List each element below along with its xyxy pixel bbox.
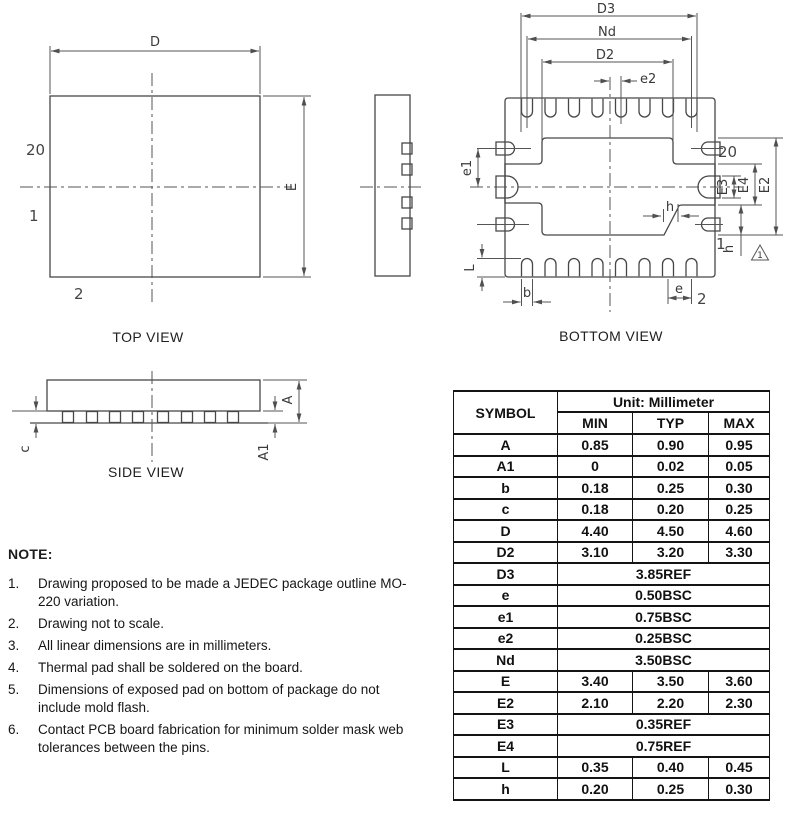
table-row xyxy=(454,757,770,779)
top-view-pin20-label: 20 xyxy=(26,141,46,159)
cell-symbol: L xyxy=(454,757,558,779)
bottom-view-top-pin-slots xyxy=(522,99,698,117)
side-view xyxy=(12,371,307,480)
table-row xyxy=(454,585,770,607)
cell-min: 3.10 xyxy=(558,542,633,564)
note-text: Dimensions of exposed pad on bottom of package do not include mold flash. xyxy=(38,682,380,715)
table-header-min: MIN xyxy=(558,412,633,434)
cell-typ: 4.50 xyxy=(633,520,709,542)
table-row xyxy=(454,714,770,736)
side-view-body-outline xyxy=(47,380,260,411)
cell-min: 0.35 xyxy=(558,757,633,779)
cell-min: 3.40 xyxy=(558,671,633,693)
top-view-title: TOP VIEW xyxy=(112,329,184,345)
bottom-view-bottom-pin-slots xyxy=(522,259,698,277)
dim-label-L: L xyxy=(463,264,478,272)
top-view-dim-D xyxy=(50,35,260,94)
cell-symbol: c xyxy=(454,499,558,521)
cell-span-value: 0.50BSC xyxy=(558,585,770,607)
table-row xyxy=(454,434,770,456)
note-number: 4. xyxy=(8,660,20,675)
table-row xyxy=(454,671,770,693)
table-row xyxy=(454,606,770,628)
cell-symbol: e1 xyxy=(454,606,558,628)
table-row xyxy=(454,477,770,499)
cell-typ: 0.25 xyxy=(633,778,709,800)
cell-symbol: Nd xyxy=(454,649,558,671)
table-row xyxy=(454,692,770,714)
cell-symbol: E4 xyxy=(454,735,558,757)
note-flag-number: 1 xyxy=(757,251,763,261)
notes-section xyxy=(8,546,408,761)
cell-span-value: 0.25BSC xyxy=(558,628,770,650)
cell-max: 0.30 xyxy=(709,477,770,499)
dim-label-h-chamfer: h xyxy=(665,200,675,215)
cell-min: 4.40 xyxy=(558,520,633,542)
bottom-view-dim-D2 xyxy=(542,48,673,140)
note-item xyxy=(8,659,408,677)
top-view-centerlines xyxy=(20,73,292,303)
cell-max: 0.05 xyxy=(709,456,770,478)
cell-min: 0 xyxy=(558,456,633,478)
note-number: 3. xyxy=(8,638,20,653)
cell-max: 0.95 xyxy=(709,434,770,456)
cell-max: 0.45 xyxy=(709,757,770,779)
dim-label-D2: D2 xyxy=(595,48,615,63)
cell-typ: 0.40 xyxy=(633,757,709,779)
bottom-view-dim-L xyxy=(463,244,521,291)
cell-symbol: b xyxy=(454,477,558,499)
side-profile-body-outline xyxy=(375,95,410,276)
top-view-pin2-label: 2 xyxy=(74,285,84,303)
cell-typ: 0.02 xyxy=(633,456,709,478)
dim-label-e2: e2 xyxy=(640,72,657,87)
cell-max: 2.30 xyxy=(709,692,770,714)
table-header-max: MAX xyxy=(709,412,770,434)
cell-symbol: E2 xyxy=(454,692,558,714)
dim-label-c: c xyxy=(18,445,33,453)
dim-label-E4: E4 xyxy=(737,176,752,194)
cell-max: 3.60 xyxy=(709,671,770,693)
dim-label-D: D xyxy=(149,35,161,50)
cell-span-value: 0.75REF xyxy=(558,735,770,757)
dim-label-D3: D3 xyxy=(596,2,616,17)
bottom-view-pin20-label: 20 xyxy=(718,143,738,161)
notes-heading: NOTE: xyxy=(8,546,53,562)
note-text: Drawing not to scale. xyxy=(38,616,165,631)
bottom-view-dim-b xyxy=(503,279,551,306)
dim-label-h-vert: h xyxy=(722,244,737,254)
note-text: Thermal pad shall be soldered on the board. xyxy=(38,660,303,675)
cell-symbol: A xyxy=(454,434,558,456)
table-row xyxy=(454,735,770,757)
bottom-view-dim-e xyxy=(668,279,692,304)
cell-typ: 2.20 xyxy=(633,692,709,714)
side-view-dim-A1 xyxy=(257,396,283,461)
cell-symbol: A1 xyxy=(454,456,558,478)
cell-min: 0.85 xyxy=(558,434,633,456)
note-number: 1. xyxy=(8,576,20,591)
dim-label-E2: E2 xyxy=(758,176,773,194)
cell-typ: 0.20 xyxy=(633,499,709,521)
table-header-unit: Unit: Millimeter xyxy=(558,391,770,412)
side-view-dim-c xyxy=(18,396,36,453)
cell-span-value: 0.35REF xyxy=(558,714,770,736)
table-row xyxy=(454,456,770,478)
note-item xyxy=(8,721,408,757)
side-profile-view xyxy=(360,95,425,276)
table-row xyxy=(454,542,770,564)
dim-label-A: A xyxy=(281,395,296,405)
note-number: 6. xyxy=(8,722,20,737)
cell-max: 4.60 xyxy=(709,520,770,542)
note-number: 2. xyxy=(8,616,20,631)
cell-max: 0.30 xyxy=(709,778,770,800)
note-item xyxy=(8,637,408,655)
cell-max: 3.30 xyxy=(709,542,770,564)
dimension-table-section xyxy=(453,390,770,801)
cell-span-value: 3.85REF xyxy=(558,563,770,585)
cell-typ: 0.25 xyxy=(633,477,709,499)
top-view-body-outline xyxy=(50,96,260,277)
cell-typ: 0.90 xyxy=(633,434,709,456)
cell-symbol: e2 xyxy=(454,628,558,650)
bottom-view-pin2-label: 2 xyxy=(697,290,707,308)
bottom-view xyxy=(460,2,783,344)
dim-label-e1: e1 xyxy=(460,159,475,177)
cell-min: 2.10 xyxy=(558,692,633,714)
dim-label-E: E xyxy=(285,182,300,192)
dimension-table xyxy=(453,390,770,801)
cell-max: 0.25 xyxy=(709,499,770,521)
note-text: Drawing proposed to be made a JEDEC package outline MO-220 variation. xyxy=(38,576,407,609)
cell-span-value: 0.75BSC xyxy=(558,606,770,628)
side-view-dim-A xyxy=(263,380,307,423)
cell-symbol: E xyxy=(454,671,558,693)
dim-label-e: e xyxy=(675,282,683,297)
table-row xyxy=(454,499,770,521)
bottom-view-title: BOTTOM VIEW xyxy=(559,328,663,344)
table-row xyxy=(454,778,770,800)
note-text: All linear dimensions are in millimeters. xyxy=(38,638,272,653)
bottom-view-pin1-label: 1 xyxy=(716,235,726,253)
dim-label-E3: E3 xyxy=(716,178,731,196)
dim-label-A1: A1 xyxy=(257,443,272,461)
note-item xyxy=(8,615,408,633)
table-row xyxy=(454,563,770,585)
table-header-row-unit xyxy=(454,391,770,412)
cell-min: 0.20 xyxy=(558,778,633,800)
cell-min: 0.18 xyxy=(558,477,633,499)
bottom-view-dim-Nd xyxy=(527,25,692,128)
note-number: 5. xyxy=(8,682,20,697)
cell-symbol: h xyxy=(454,778,558,800)
note-item xyxy=(8,575,408,611)
table-header-symbol: SYMBOL xyxy=(454,391,558,434)
cell-symbol: E3 xyxy=(454,714,558,736)
cell-symbol: D2 xyxy=(454,542,558,564)
dim-label-b: b xyxy=(522,286,532,301)
top-view xyxy=(20,35,311,345)
table-row xyxy=(454,628,770,650)
side-view-title: SIDE VIEW xyxy=(108,464,184,480)
cell-symbol: D xyxy=(454,520,558,542)
note-flag-triangle xyxy=(752,245,769,261)
cell-typ: 3.50 xyxy=(633,671,709,693)
bottom-view-dim-e1 xyxy=(460,149,478,187)
cell-typ: 3.20 xyxy=(633,542,709,564)
cell-min: 0.18 xyxy=(558,499,633,521)
note-item xyxy=(8,681,408,717)
cell-symbol: e xyxy=(454,585,558,607)
table-row xyxy=(454,520,770,542)
note-text: Contact PCB board fabrication for minimum solder mask web tolerances between the pins. xyxy=(38,722,404,755)
side-view-pins xyxy=(63,412,239,423)
table-header-typ: TYP xyxy=(633,412,709,434)
table-row xyxy=(454,649,770,671)
bottom-view-dim-h-chamfer xyxy=(643,200,699,222)
top-view-pin1-label: 1 xyxy=(29,207,39,225)
dim-label-Nd: Nd xyxy=(598,25,616,40)
notes-list xyxy=(8,575,408,757)
bottom-view-dim-D3 xyxy=(521,2,697,132)
cell-symbol: D3 xyxy=(454,563,558,585)
cell-span-value: 3.50BSC xyxy=(558,649,770,671)
